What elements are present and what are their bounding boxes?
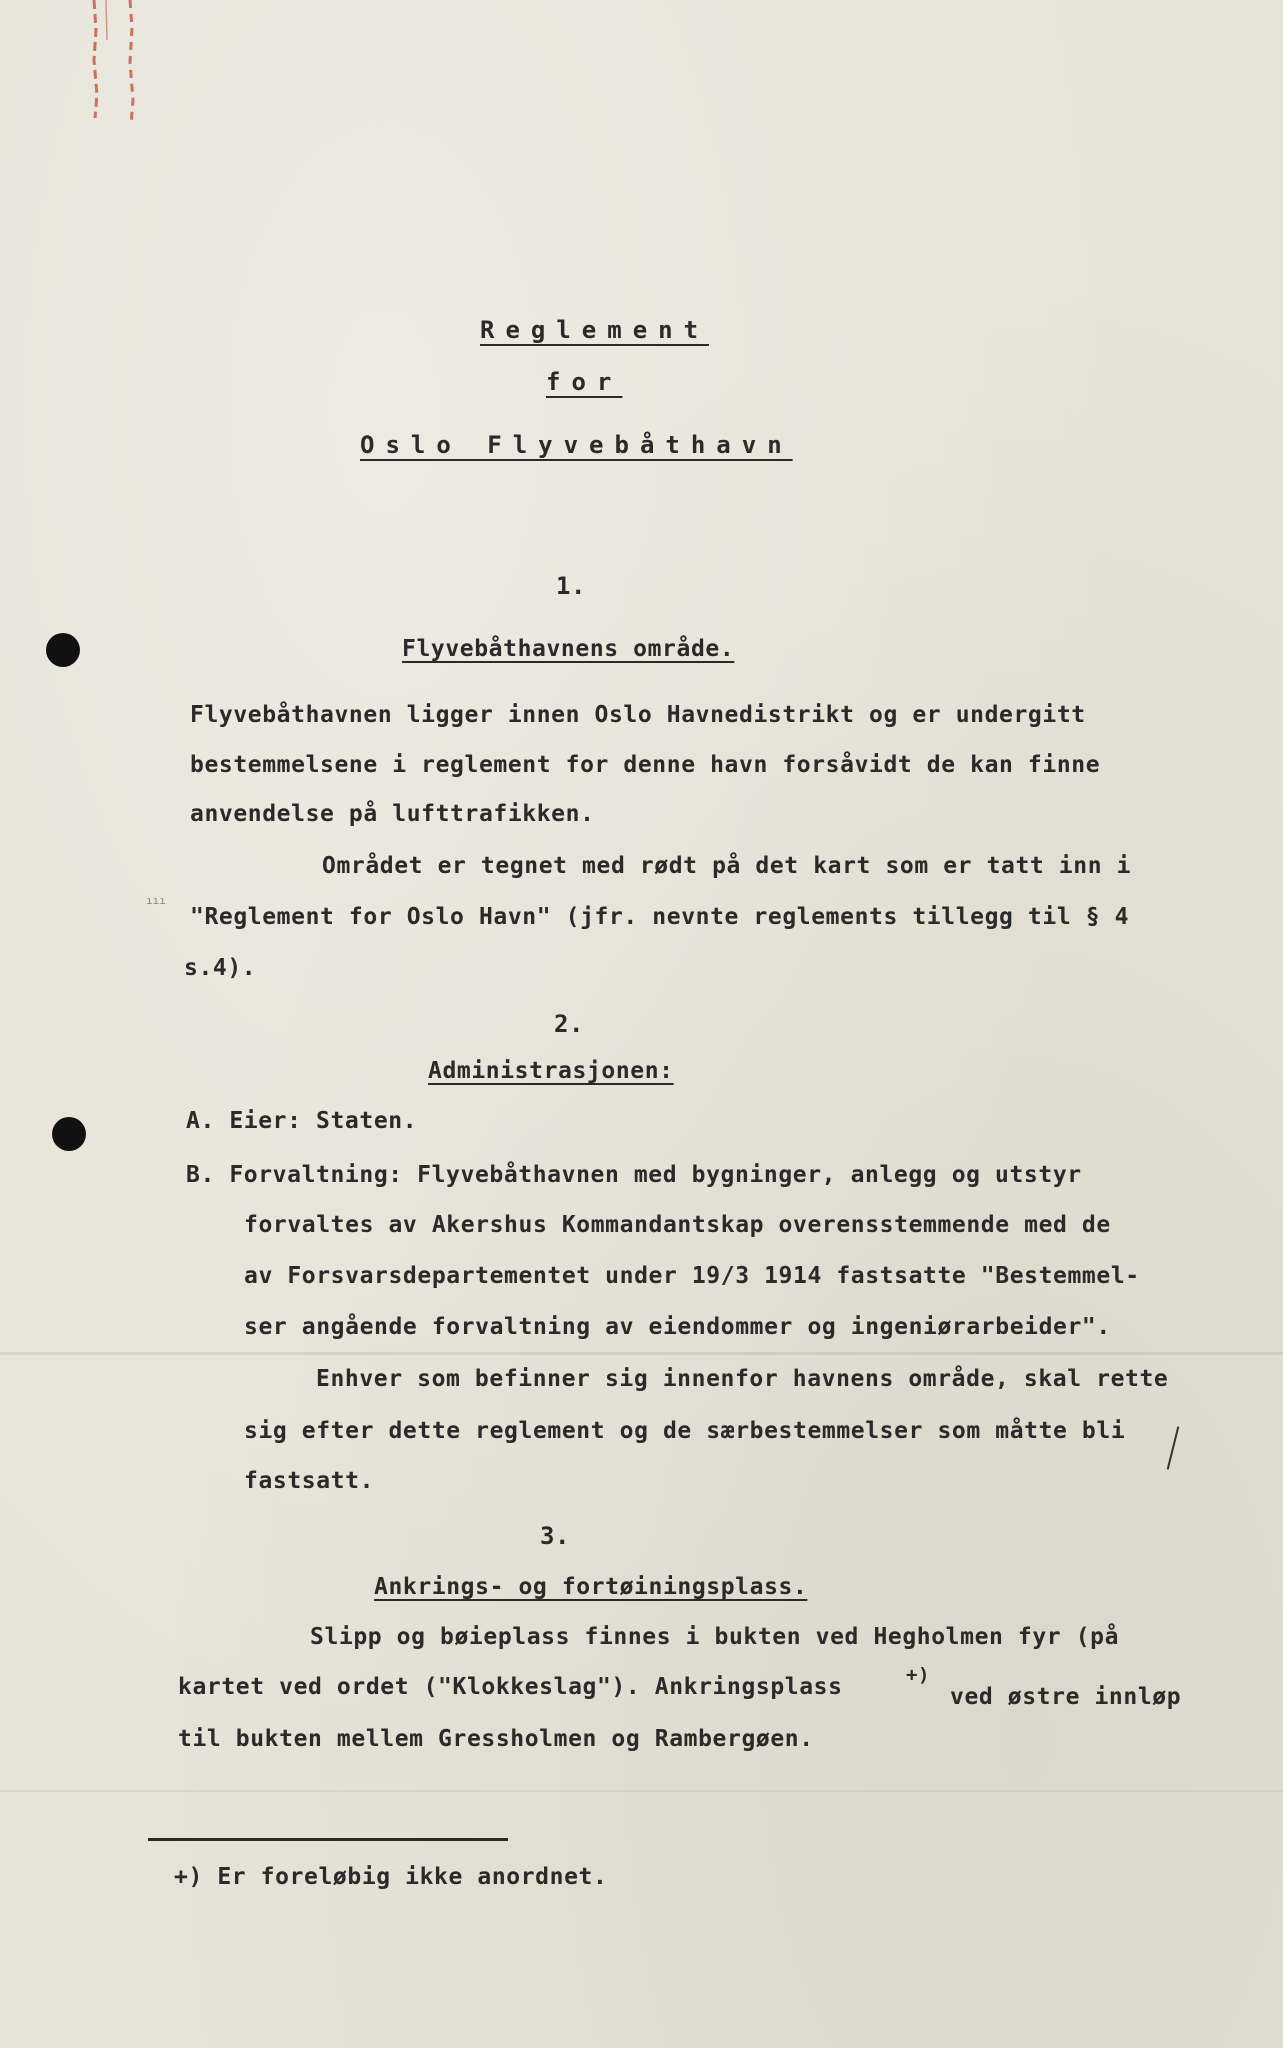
section-2-line-4: av Forsvarsdepartementet under 19/3 1914 fastsatte "Bestemmel- [244, 1263, 1140, 1289]
handwritten-slash-mark [1167, 1426, 1180, 1469]
section-1-heading: Flyvebåthavnens område. [402, 636, 735, 662]
section-1-number: 1. [556, 572, 587, 600]
footnote-divider [148, 1838, 508, 1841]
section-2-line-6: Enhver som befinner sig innenfor havnens område, skal rette [316, 1366, 1169, 1392]
margin-pencil-mark: ııı [146, 894, 166, 907]
section-1-line-2: bestemmelsene i reglement for denne havn forsåvidt de kan finne [190, 752, 1101, 778]
section-2-line-b: B. Forvaltning: Flyvebåthavnen med bygninger, anlegg og utstyr [186, 1162, 1082, 1188]
title-line-2: for [546, 368, 623, 396]
title-line-3: Oslo Flyvebåthavn [360, 431, 793, 459]
punch-hole-upper [46, 633, 80, 667]
section-2-line-5: ser angående forvaltning av eiendommer og ingeniørarbeider". [244, 1314, 1111, 1340]
staple-marks [86, 0, 142, 140]
section-1-line-4: Området er tegnet med rødt på det kart som er tatt inn i [322, 853, 1132, 879]
section-3-heading: Ankrings- og fortøiningsplass. [374, 1574, 808, 1600]
paper-fold-line [0, 1352, 1283, 1355]
section-3-footnote-marker: +) [906, 1664, 931, 1686]
section-3-line-2-continued: ved østre innløp [950, 1684, 1182, 1710]
section-3-number: 3. [540, 1522, 571, 1550]
section-2-line-a: A. Eier: Staten. [186, 1108, 418, 1134]
section-1-line-3: anvendelse på lufttrafikken. [190, 801, 595, 827]
punch-hole-lower [52, 1117, 86, 1151]
paper-fold-line-lower [0, 1790, 1283, 1792]
section-3-line-3: til bukten mellem Gressholmen og Rambergøen. [178, 1726, 814, 1752]
section-2-heading: Administrasjonen: [428, 1058, 674, 1084]
section-2-line-8: fastsatt. [244, 1468, 375, 1494]
section-2-line-7: sig efter dette reglement og de særbestemmelser som måtte bli [244, 1418, 1126, 1444]
section-2-line-3: forvaltes av Akershus Kommandantskap overensstemmende med de [244, 1212, 1111, 1238]
section-1-line-1: Flyvebåthavnen ligger innen Oslo Havnedistrikt og er undergitt [190, 702, 1086, 728]
section-1-line-5: "Reglement for Oslo Havn" (jfr. nevnte reglements tillegg til § 4 [190, 904, 1130, 930]
section-1-line-6: s.4). [184, 955, 257, 981]
section-3-line-2: kartet ved ordet ("Klokkeslag"). Ankringsplass [178, 1674, 843, 1700]
section-3-line-1: Slipp og bøieplass finnes i bukten ved Hegholmen fyr (på [310, 1624, 1120, 1650]
title-line-1: Reglement [480, 316, 710, 344]
footnote-text: +) Er foreløbig ikke anordnet. [174, 1864, 608, 1890]
section-2-number: 2. [554, 1010, 585, 1038]
